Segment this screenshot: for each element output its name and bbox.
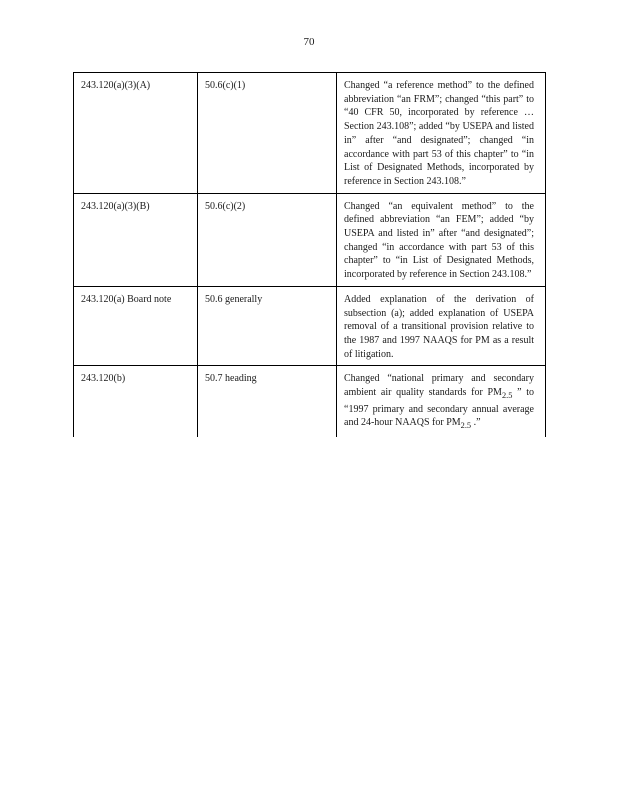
cfr-cell: 50.6(c)(1) xyxy=(198,73,337,194)
change-text: Changed “national primary and secondary ambient air quality standards for PM xyxy=(344,373,534,399)
table-row xyxy=(74,193,546,286)
derivation-table xyxy=(73,72,546,437)
cfr-cell: 50.6 generally xyxy=(198,286,337,366)
change-cell: Changed “a reference method” to the defined abbreviation “an FRM”; changed “this part” to “40 CFR 50, incorporated by reference … Section 243.108”; added “by USEPA and listed in” after “and designated”; changed “in accordance with part 53 of this chapter” to “in List of Designated Methods, incorporated by reference in Section 243.108.” xyxy=(337,73,546,194)
change-text: .” xyxy=(471,417,481,429)
section-cell: 243.120(a)(3)(A) xyxy=(74,73,198,194)
cfr-cell: 50.7 heading xyxy=(198,366,337,437)
change-text: ” to “1997 primary and secondary annual average and 24-hour NAAQS for PM xyxy=(344,387,535,429)
subscript: 2.5 xyxy=(460,421,472,431)
table-row xyxy=(74,73,546,194)
table-row xyxy=(74,366,546,437)
change-cell: Added explanation of the derivation of subsection (a); added explanation of USEPA removal of a transitional provision relative to the 1987 and 1997 NAAQS for PM as a result of litigation. xyxy=(337,286,546,366)
page-number: 70 xyxy=(303,36,315,48)
table-row xyxy=(74,286,546,366)
section-cell: 243.120(a)(3)(B) xyxy=(74,193,198,286)
subscript: 2.5 xyxy=(501,391,513,401)
change-cell xyxy=(337,366,546,437)
section-cell: 243.120(b) xyxy=(74,366,198,437)
section-cell: 243.120(a) Board note xyxy=(74,286,198,366)
change-cell: Changed “an equivalent method” to the defined abbreviation “an FEM”; added “by USEPA and listed in” after “and designated”; changed “in accordance with part 53 of this chapter” to “in List of Designated Methods, incorporated by reference in Section 243.108.” xyxy=(337,193,546,286)
cfr-cell: 50.6(c)(2) xyxy=(198,193,337,286)
